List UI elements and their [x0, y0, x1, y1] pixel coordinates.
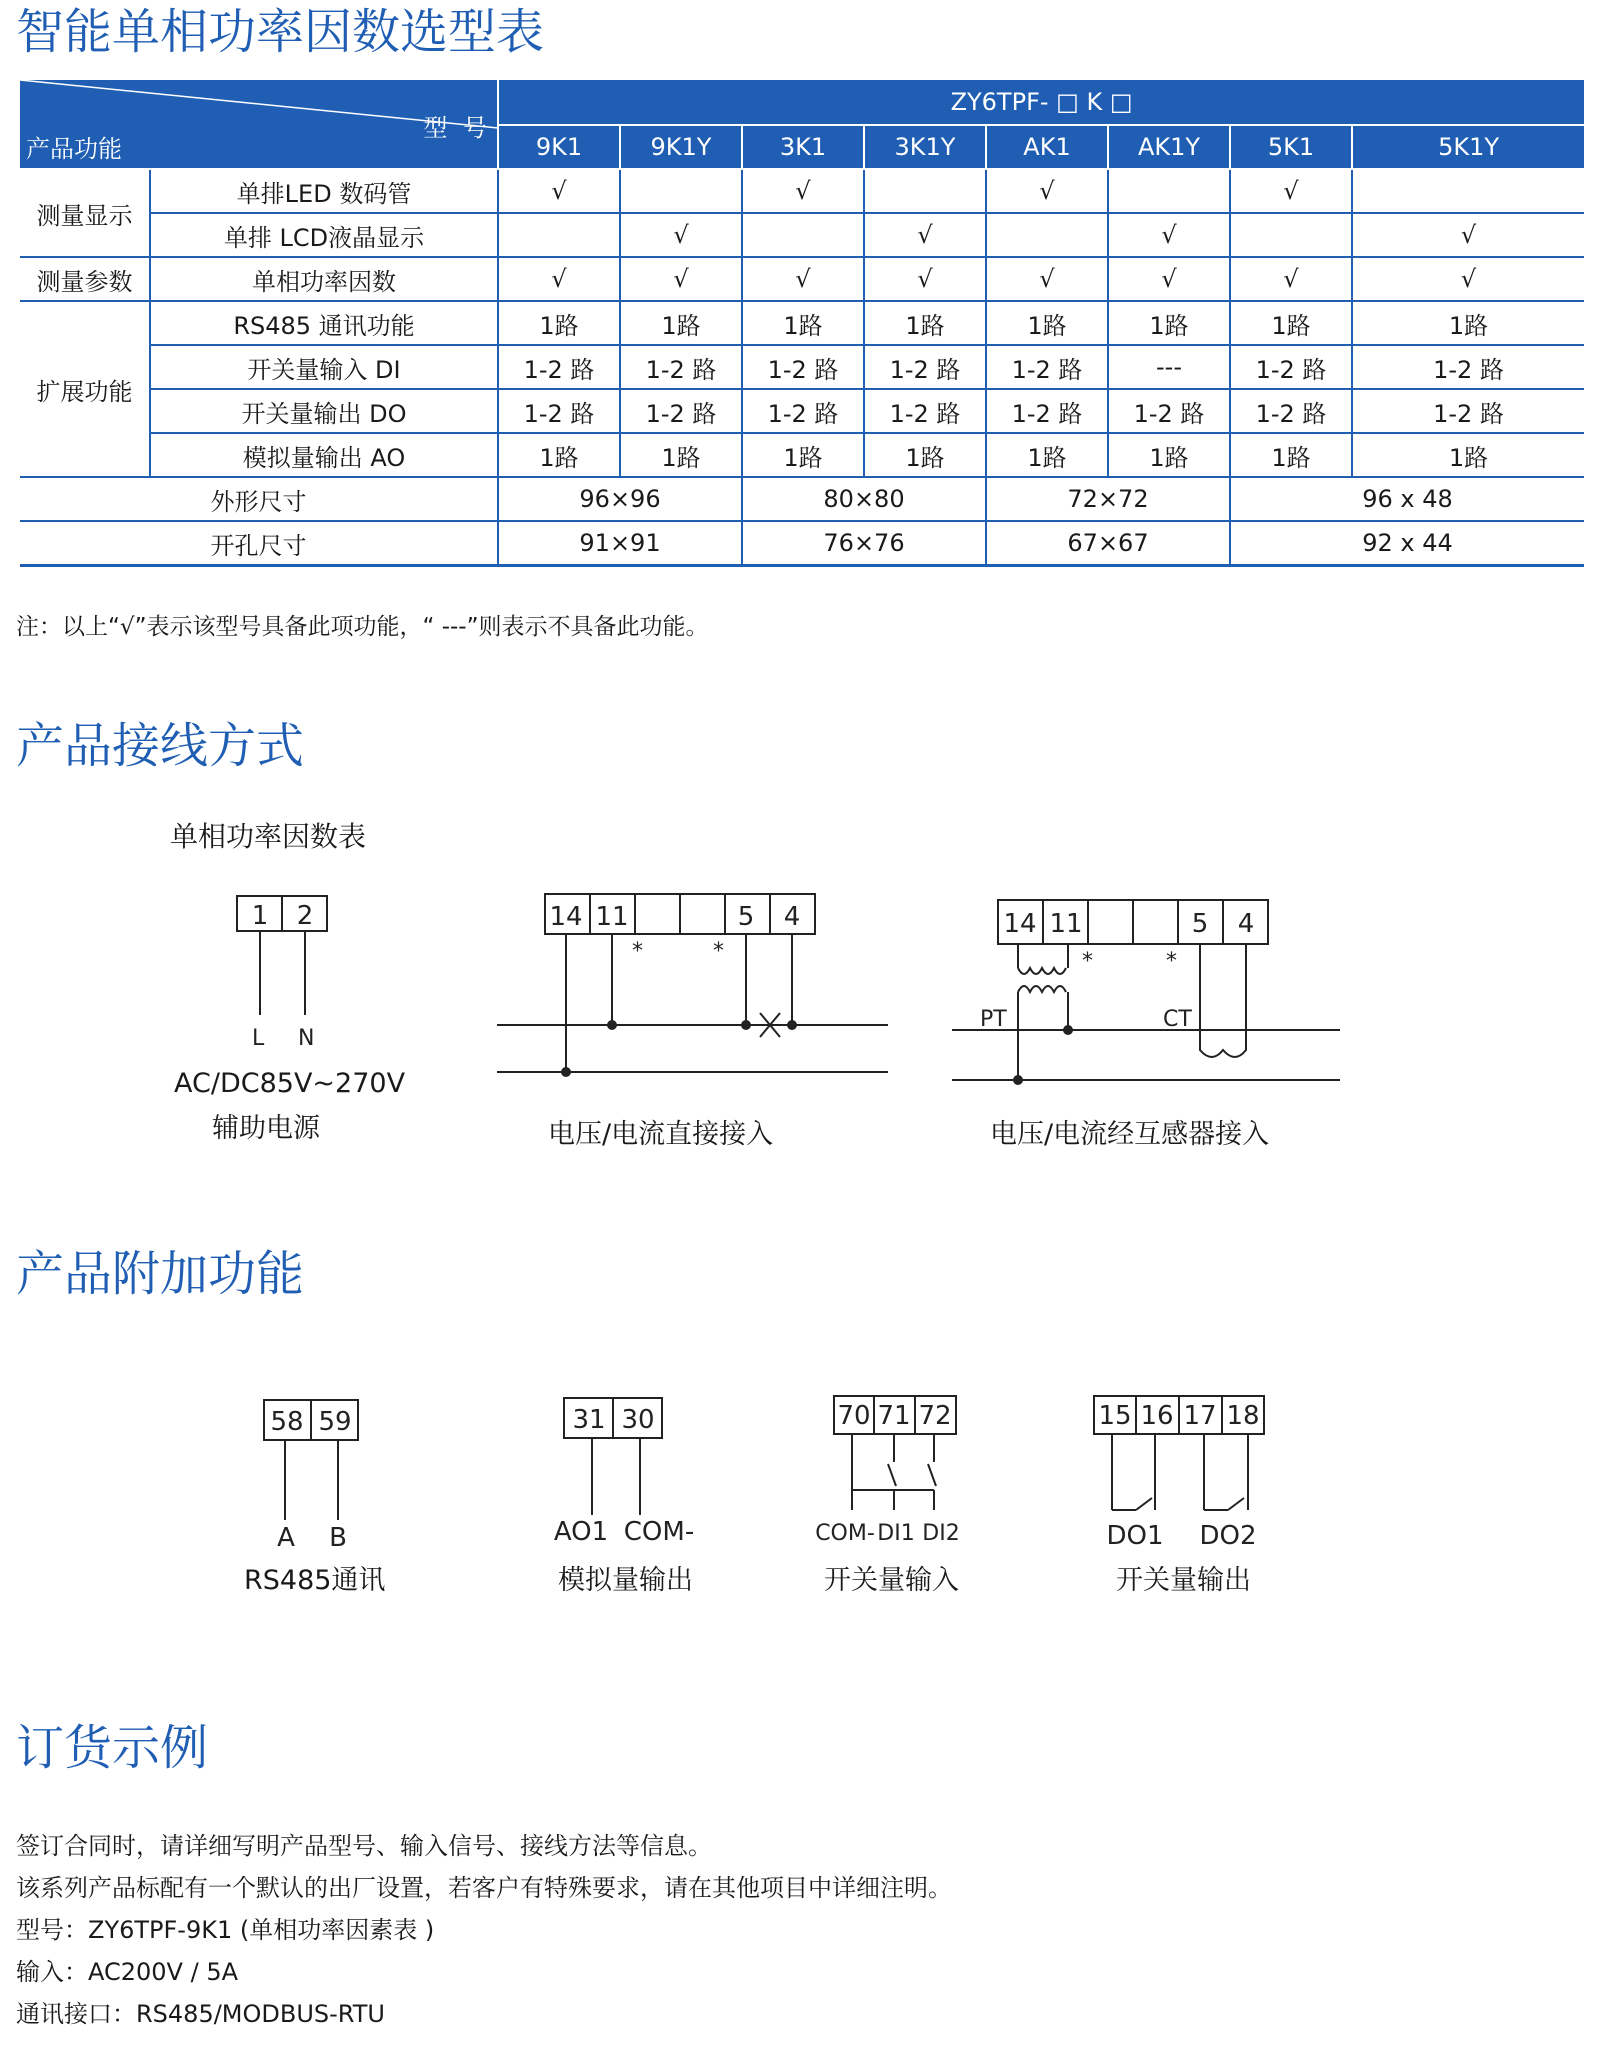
- pt-label: PT: [980, 1007, 1007, 1032]
- cell: 72×72: [986, 477, 1230, 521]
- table-row: [20, 169, 1584, 213]
- table-corner: [20, 80, 498, 169]
- do-caption: 开关量输出: [1116, 1565, 1251, 1596]
- l-label: L: [252, 1026, 265, 1051]
- cell: 67×67: [986, 521, 1230, 566]
- ordering-line: 该系列产品标配有一个默认的出厂设置，若客户有特殊要求，请在其他项目中详细注明。: [16, 1874, 952, 1902]
- cell: [1352, 169, 1584, 213]
- cell: 1路: [498, 301, 620, 345]
- model-header: ZY6TPF- □ K □: [498, 80, 1584, 125]
- row-label: 单相功率因数: [150, 257, 498, 301]
- cell: 76×76: [742, 521, 986, 566]
- row-label: RS485 通讯功能: [150, 301, 498, 345]
- selection-table: [20, 80, 1584, 567]
- do-terminal: 15: [1098, 1401, 1132, 1431]
- di-com-label: COM-: [815, 1521, 875, 1546]
- cell: 1-2 路: [864, 345, 986, 389]
- cell: 1-2 路: [986, 345, 1108, 389]
- cell: 1路: [864, 301, 986, 345]
- cell: [742, 213, 864, 257]
- table-row: [20, 389, 1584, 433]
- cell: 1-2 路: [742, 345, 864, 389]
- do1-label: DO1: [1106, 1521, 1164, 1551]
- cell: √: [864, 257, 986, 301]
- ct-terminal: 11: [1049, 909, 1083, 939]
- model-9k1: 9K1: [498, 125, 620, 169]
- cell: √: [498, 257, 620, 301]
- cell: [986, 213, 1108, 257]
- group-display: 测量显示: [20, 169, 150, 257]
- cell: √: [986, 257, 1108, 301]
- model-3k1: 3K1: [742, 125, 864, 169]
- cell: 1-2 路: [620, 345, 742, 389]
- di-caption: 开关量输入: [824, 1565, 959, 1596]
- n-label: N: [298, 1026, 315, 1051]
- cell: ---: [1108, 345, 1230, 389]
- model-5k1: 5K1: [1230, 125, 1352, 169]
- cell: [620, 169, 742, 213]
- power-voltage: AC/DC85V~270V: [174, 1068, 406, 1099]
- cell: 1路: [864, 433, 986, 477]
- rs485-terminal: 59: [318, 1407, 352, 1437]
- corner-function-label: 产品功能: [26, 135, 122, 163]
- table-row: [20, 257, 1584, 301]
- direct-terminal: 14: [549, 902, 583, 932]
- ao-terminal: 30: [621, 1405, 655, 1435]
- row-label: 单排LED 数码管: [150, 169, 498, 213]
- cell: 1路: [1108, 301, 1230, 345]
- star-mark: *: [632, 939, 643, 964]
- direct-terminal: 5: [737, 902, 755, 932]
- di2-label: DI2: [922, 1521, 960, 1546]
- cell: 1路: [1108, 433, 1230, 477]
- cell: 1路: [986, 433, 1108, 477]
- cell: 1路: [620, 433, 742, 477]
- ct-terminal: 4: [1237, 909, 1255, 939]
- wiring-diagrams: [0, 880, 1600, 1140]
- cell: 1路: [1230, 433, 1352, 477]
- additional-diagrams: [0, 1380, 1600, 1560]
- power-terminal-1: 1: [251, 901, 269, 931]
- ct-terminal: 5: [1191, 909, 1209, 939]
- cell: [864, 169, 986, 213]
- model-5k1y: 5K1Y: [1352, 125, 1584, 169]
- rs485-caption: RS485通讯: [244, 1565, 386, 1596]
- row-label: 开孔尺寸: [20, 521, 498, 566]
- cell: 1-2 路: [1108, 389, 1230, 433]
- model-ak1: AK1: [986, 125, 1108, 169]
- power-terminal-2: 2: [296, 901, 314, 931]
- row-label: 开关量输出 DO: [150, 389, 498, 433]
- row-label: 外形尺寸: [20, 477, 498, 521]
- ao-label: AO1: [553, 1517, 609, 1547]
- model-9k1y: 9K1Y: [620, 125, 742, 169]
- power-caption: 辅助电源: [212, 1113, 320, 1144]
- di-terminal: 70: [837, 1401, 871, 1431]
- cell: 1-2 路: [1352, 389, 1584, 433]
- direct-terminal: 4: [783, 902, 801, 932]
- cell: √: [864, 213, 986, 257]
- cell: 92 x 44: [1230, 521, 1584, 566]
- cell: [1108, 169, 1230, 213]
- table-row: [20, 433, 1584, 477]
- cell: 1路: [498, 433, 620, 477]
- row-label: 开关量输入 DI: [150, 345, 498, 389]
- model-ak1y: AK1Y: [1108, 125, 1230, 169]
- table-row: [20, 477, 1584, 521]
- rs485-label-b: B: [329, 1523, 347, 1553]
- cell: 1-2 路: [1230, 345, 1352, 389]
- ao-caption: 模拟量输出: [558, 1565, 693, 1596]
- cell: √: [498, 169, 620, 213]
- direct-caption: 电压/电流直接接入: [548, 1119, 774, 1150]
- cell: [498, 213, 620, 257]
- meter-name: 单相功率因数表: [170, 820, 367, 853]
- rs485-terminal: 58: [270, 1407, 304, 1437]
- ordering-line: 通讯接口：RS485/MODBUS-RTU: [16, 2000, 385, 2028]
- star-mark: *: [1166, 949, 1177, 974]
- table-row: [20, 345, 1584, 389]
- cell: √: [1352, 213, 1584, 257]
- star-mark: *: [713, 939, 724, 964]
- cell: 1路: [742, 301, 864, 345]
- selection-title: 智能单相功率因数选型表: [16, 4, 545, 60]
- cell: 80×80: [742, 477, 986, 521]
- do2-label: DO2: [1199, 1521, 1257, 1551]
- wiring-title: 产品接线方式: [16, 718, 305, 774]
- model-3k1y: 3K1Y: [864, 125, 986, 169]
- group-expand: 扩展功能: [20, 301, 150, 477]
- cell: √: [986, 169, 1108, 213]
- di-terminal: 72: [918, 1401, 952, 1431]
- di-terminal: 71: [877, 1401, 911, 1431]
- ct-terminal: 14: [1003, 909, 1037, 939]
- cell: 1路: [1230, 301, 1352, 345]
- cell: 91×91: [498, 521, 742, 566]
- group-param: 测量参数: [20, 257, 150, 301]
- cell: 1-2 路: [742, 389, 864, 433]
- cell: 1路: [986, 301, 1108, 345]
- ao-terminal: 31: [572, 1405, 606, 1435]
- ordering-line: 输入：AC200V / 5A: [16, 1958, 239, 1986]
- ordering-line: 型号：ZY6TPF-9K1 (单相功率因素表 ): [16, 1916, 435, 1944]
- cell: 96×96: [498, 477, 742, 521]
- additional-title: 产品附加功能: [16, 1246, 305, 1302]
- cell: 1-2 路: [1352, 345, 1584, 389]
- cell: √: [620, 213, 742, 257]
- rs485-label-a: A: [277, 1523, 295, 1553]
- cell: [1230, 213, 1352, 257]
- ordering-title: 订货示例: [16, 1720, 209, 1776]
- table-note: 注：以上“√”表示该型号具备此项功能，“ ---”则表示不具备此功能。: [16, 614, 709, 640]
- ct-label: CT: [1163, 1007, 1192, 1032]
- cell: 96 x 48: [1230, 477, 1584, 521]
- cell: √: [742, 257, 864, 301]
- cell: √: [620, 257, 742, 301]
- cell: √: [1230, 257, 1352, 301]
- cell: 1-2 路: [498, 389, 620, 433]
- ao-com-label: COM-: [623, 1517, 695, 1547]
- cell: √: [742, 169, 864, 213]
- cell: √: [1108, 257, 1230, 301]
- cell: √: [1352, 257, 1584, 301]
- di1-label: DI1: [877, 1521, 915, 1546]
- cell: 1路: [1352, 301, 1584, 345]
- row-label: 模拟量输出 AO: [150, 433, 498, 477]
- cell: 1-2 路: [986, 389, 1108, 433]
- cell: 1路: [742, 433, 864, 477]
- do-terminal: 17: [1183, 1401, 1217, 1431]
- row-label: 单排 LCD液晶显示: [150, 213, 498, 257]
- transformer-caption: 电压/电流经互感器接入: [990, 1119, 1270, 1150]
- corner-model-label: 型 号: [423, 114, 491, 142]
- cell: 1路: [1352, 433, 1584, 477]
- star-mark: *: [1082, 949, 1093, 974]
- do-terminal: 18: [1226, 1401, 1260, 1431]
- do-terminal: 16: [1140, 1401, 1174, 1431]
- ordering-line: 签订合同时，请详细写明产品型号、输入信号、接线方法等信息。: [16, 1832, 712, 1860]
- cell: 1路: [620, 301, 742, 345]
- table-row: [20, 521, 1584, 566]
- cell: √: [1230, 169, 1352, 213]
- direct-terminal: 11: [595, 902, 629, 932]
- cell: 1-2 路: [1230, 389, 1352, 433]
- cell: 1-2 路: [620, 389, 742, 433]
- table-row: [20, 301, 1584, 345]
- cell: 1-2 路: [864, 389, 986, 433]
- cell: 1-2 路: [498, 345, 620, 389]
- cell: √: [1108, 213, 1230, 257]
- table-row: [20, 213, 1584, 257]
